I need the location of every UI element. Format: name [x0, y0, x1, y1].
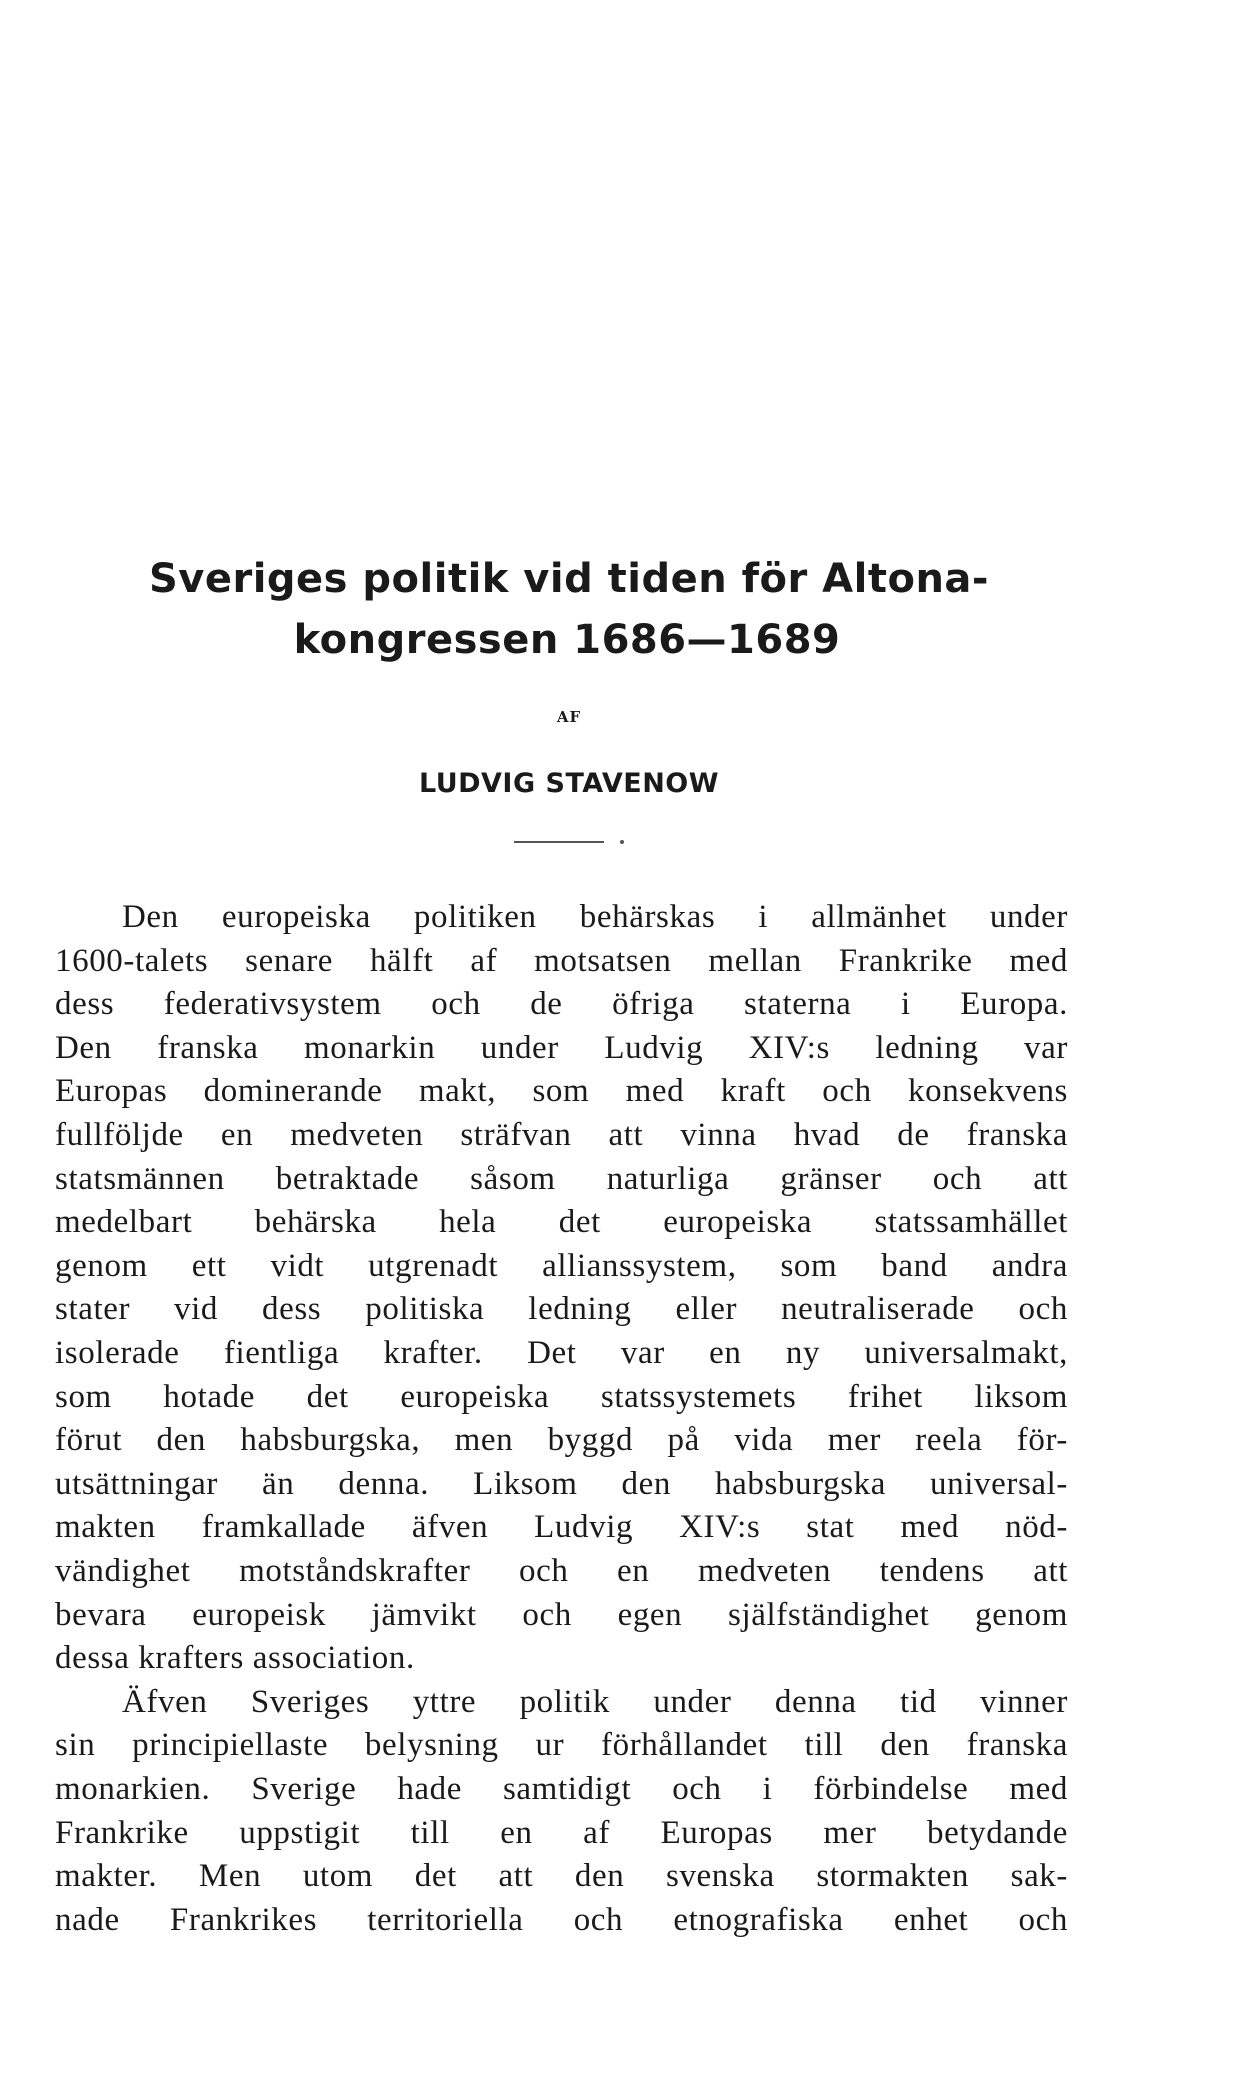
- body-line: utsättningar än denna. Liksom den habsburgska universal-: [55, 1465, 1068, 1502]
- body-line: stater vid dess politiska ledning eller neutraliserade och: [55, 1291, 1068, 1328]
- body-line: genom ett vidt utgrenadt allianssystem, som band andra: [55, 1247, 1068, 1284]
- body-line: som hotade det europeiska statssystemets frihet liksom: [55, 1378, 1068, 1415]
- body-line: Äfven Sveriges yttre politik under denna tid vinner: [122, 1683, 1068, 1720]
- body-line: statsmännen betraktade såsom naturliga gränser och att: [55, 1160, 1068, 1197]
- article-title-line-2: kongressen 1686—1689: [293, 617, 841, 663]
- divider-dot: [620, 840, 624, 844]
- body-line: sin principiellaste belysning ur förhållandet till den franska: [55, 1727, 1068, 1764]
- byline-prefix: AF: [556, 708, 582, 726]
- body-line: förut den habsburgska, men byggd på vida mer reela för-: [55, 1422, 1068, 1459]
- body-line: 1600-talets senare hälft af motsatsen mellan Frankrike med: [55, 942, 1068, 979]
- body-line: Den franska monarkin under Ludvig XIV:s ledning var: [55, 1029, 1068, 1066]
- body-line: bevara europeisk jämvikt och egen själfständighet genom: [55, 1596, 1068, 1633]
- body-line: dess federativsystem och de öfriga staterna i Europa.: [55, 986, 1068, 1023]
- body-line: fullföljde en medveten sträfvan att vinna hvad de franska: [55, 1117, 1068, 1153]
- body-line: Europas dominerande makt, som med kraft och konsekvens: [55, 1073, 1068, 1110]
- body-line: medelbart behärska hela det europeiska statssamhället: [55, 1204, 1068, 1241]
- article-title-line-1: Sveriges politik vid tiden för Altona-: [148, 556, 990, 602]
- body-line: vändighet motståndskrafter och en medveten tendens att: [55, 1553, 1068, 1589]
- body-line: makten framkallade äfven Ludvig XIV:s stat med nöd-: [55, 1509, 1068, 1546]
- body-line: makter. Men utom det att den svenska stormakten sak-: [55, 1858, 1068, 1895]
- body-line: Den europeiska politiken behärskas i allmänhet under: [122, 899, 1068, 935]
- body-line: dessa krafters association.: [55, 1640, 415, 1677]
- section-divider: [514, 841, 604, 843]
- body-line: Frankrike uppstigit till en af Europas mer betydande: [55, 1814, 1068, 1851]
- body-line: isolerade fientliga krafter. Det var en ny universalmakt,: [55, 1335, 1068, 1371]
- author-name: LUDVIG STAVENOW: [418, 768, 720, 799]
- body-line: nade Frankrikes territoriella och etnografiska enhet och: [55, 1901, 1068, 1938]
- body-line: monarkien. Sverige hade samtidigt och i förbindelse med: [55, 1771, 1068, 1807]
